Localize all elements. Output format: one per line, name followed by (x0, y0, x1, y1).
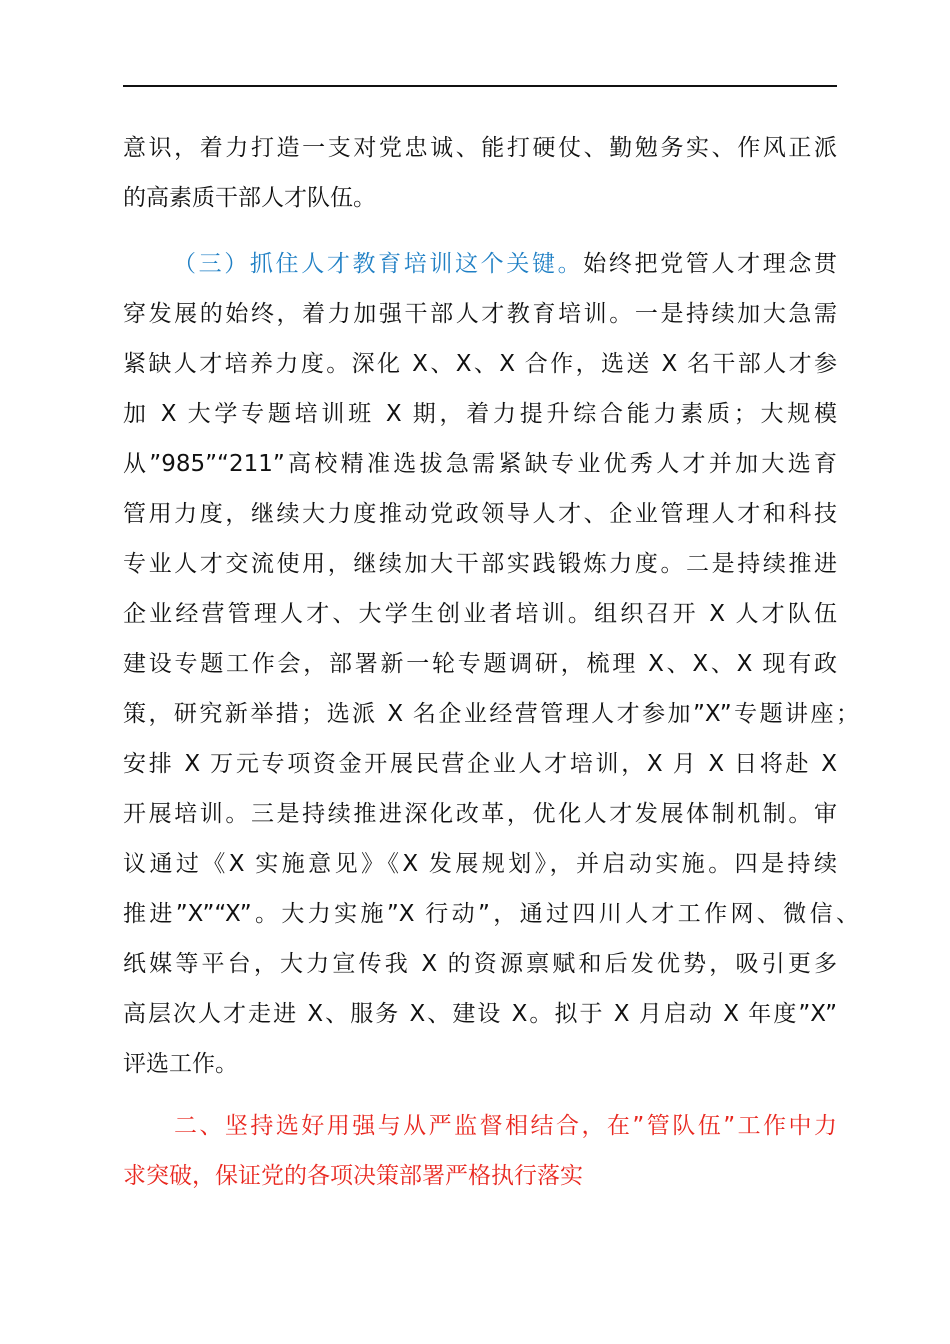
text-line: 意识，着力打造一支对党忠诚、能打硬仗、勤勉务实、作风正派 (123, 135, 837, 161)
text-line: 加 X 大学专题培训班 X 期，着力提升综合能力素质；大规模 (123, 401, 837, 427)
text-line: 穿发展的始终，着力加强干部人才教育培训。一是持续加大急需 (123, 301, 837, 327)
header-rule (123, 85, 837, 87)
text-line: 紧缺人才培养力度。深化 X、X、X 合作，选送 X 名干部人才参 (123, 351, 837, 377)
text-line: 专业人才交流使用，继续加大干部实践锻炼力度。二是持续推进 (123, 551, 837, 577)
section-heading-2 (123, 1101, 837, 1201)
text-line: 求突破，保证党的各项决策部署严格执行落实 (123, 1163, 583, 1189)
text-line: 开展培训。三是持续推进深化改革，优化人才发展体制机制。审 (123, 801, 837, 827)
text-line: 高层次人才走进 X、服务 X、建设 X。拟于 X 月启动 X 年度”X” (123, 1001, 837, 1027)
text-line: 纸媒等平台，大力宣传我 X 的资源禀赋和后发优势，吸引更多 (123, 951, 837, 977)
text-line: （三）抓住人才教育培训这个关键。始终把党管人才理念贯 (173, 251, 838, 277)
paragraph-section-3 (123, 239, 859, 1089)
text-line: 推进”X”“X”。大力实施”X 行动”，通过四川人才工作网、微信、 (123, 901, 859, 927)
text-line: 的高素质干部人才队伍。 (123, 185, 376, 211)
text-line: 建设专题工作会，部署新一轮专题调研，梳理 X、X、X 现有政 (123, 651, 837, 677)
text-line: 评选工作。 (123, 1051, 238, 1077)
text-line: 管用力度，继续大力度推动党政领导人才、企业管理人才和科技 (123, 501, 837, 527)
text-line: 从”985”“211”高校精准选拔急需紧缺专业优秀人才并加大选育 (123, 451, 837, 477)
text-line: 安排 X 万元专项资金开展民营企业人才培训，X 月 X 日将赴 X (123, 751, 837, 777)
text-line: 议通过《X 实施意见》《X 发展规划》，并启动实施。四是持续 (123, 851, 837, 877)
section-heading: （三）抓住人才教育培训这个关键。 (173, 251, 584, 277)
paragraph-intro (123, 123, 837, 223)
text-line: 策，研究新举措；选派 X 名企业经营管理人才参加”X”专题讲座； (123, 701, 859, 727)
text-line: 企业经营管理人才、大学生创业者培训。组织召开 X 人才队伍 (123, 601, 837, 627)
text-line: 二、坚持选好用强与从严监督相结合，在”管队伍”工作中力 (123, 1113, 837, 1139)
